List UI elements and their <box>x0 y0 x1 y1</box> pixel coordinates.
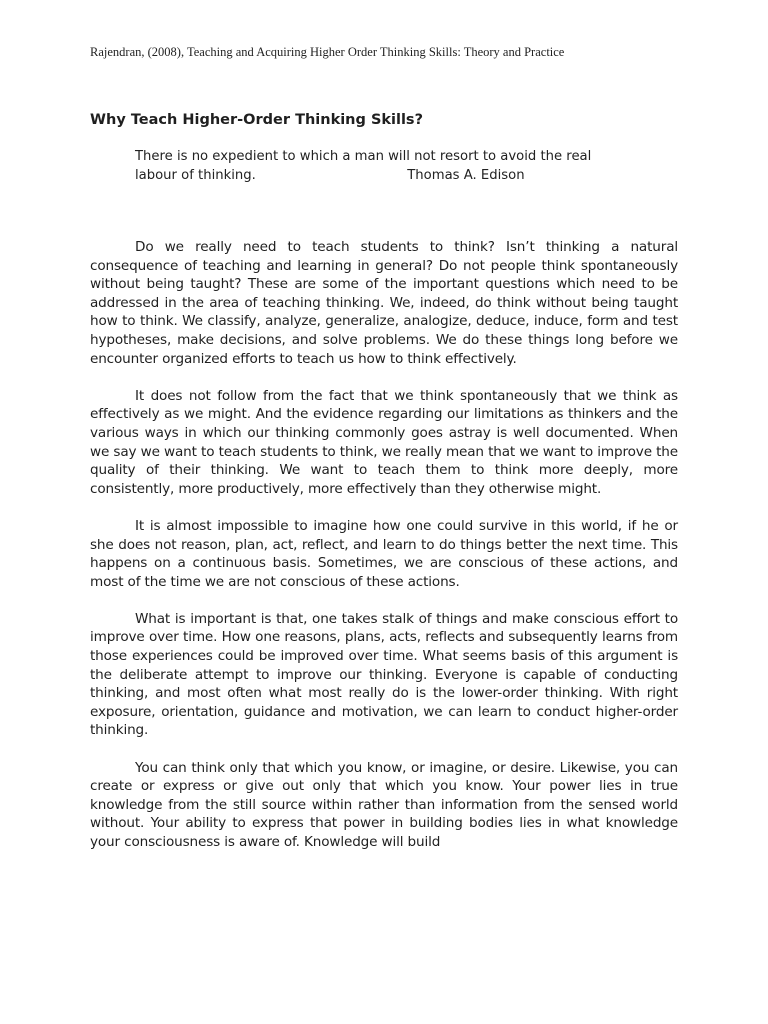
paragraph-2: It does not follow from the fact that we think spontaneously that we think as effectively as we might. And the evidence regarding our limitations as thinkers and the various ways in which our thinking commonly goes astray is well documented. When we say we want to teach students to think, we really mean that we want to improve the quality of their thinking. We want to teach them to think more deeply, more consistently, more productively, more effectively than they otherwise might. <box>90 387 678 497</box>
running-header: Rajendran, (2008), Teaching and Acquiring Higher Order Thinking Skills: Theory and Practice <box>90 45 565 59</box>
epigraph <box>135 148 655 185</box>
body-text <box>90 238 678 870</box>
paragraph-1: Do we really need to teach students to think? Isn’t thinking a natural consequence of teaching and learning in general? Do not people think spontaneously without being taught? These are some of the important questions which need to be addressed in the area of teaching thinking. We, indeed, do think without being taught how to think. We classify, analyze, generalize, analogize, deduce, induce, form and test hypotheses, make decisions, and solve problems. We do these things long before we encounter organized efforts to teach us how to think effectively. <box>90 239 678 367</box>
paragraph-4: What is important is that, one takes stalk of things and make conscious effort to improve over time. How one reasons, plans, acts, reflects and subsequently learns from those experiences could be improved over time. What seems basis of this argument is the deliberate attempt to improve our thinking. Everyone is capable of conducting thinking, and most often what most really do is the lower-order thinking. With right exposure, orientation, guidance and motivation, we can learn to conduct higher-order thinking. <box>90 610 678 739</box>
epigraph-attribution: Thomas A. Edison <box>407 167 525 183</box>
epigraph-line-2 <box>135 167 655 186</box>
section-title: Why Teach Higher-Order Thinking Skills? <box>90 112 423 128</box>
paragraph-5: You can think only that which you know, or imagine, or desire. Likewise, you can create or express or give out only that which you know. Your power lies in true knowledge from the still source within rather than information from the sensed world without. Your ability to express that power in building bodies lies in what knowledge your consciousness is aware of. Knowledge will build <box>90 759 678 850</box>
epigraph-line-1: There is no expedient to which a man will not resort to avoid the real <box>135 149 592 164</box>
paragraph-3: It is almost impossible to imagine how one could survive in this world, if he or she does not reason, plan, act, reflect, and learn to do things better the next time. This happens on a continuous basis. Sometimes, we are conscious of these actions, and most of the time we are not conscious of these actions. <box>90 517 678 590</box>
epigraph-line-2-text: labour of thinking. <box>135 167 256 183</box>
